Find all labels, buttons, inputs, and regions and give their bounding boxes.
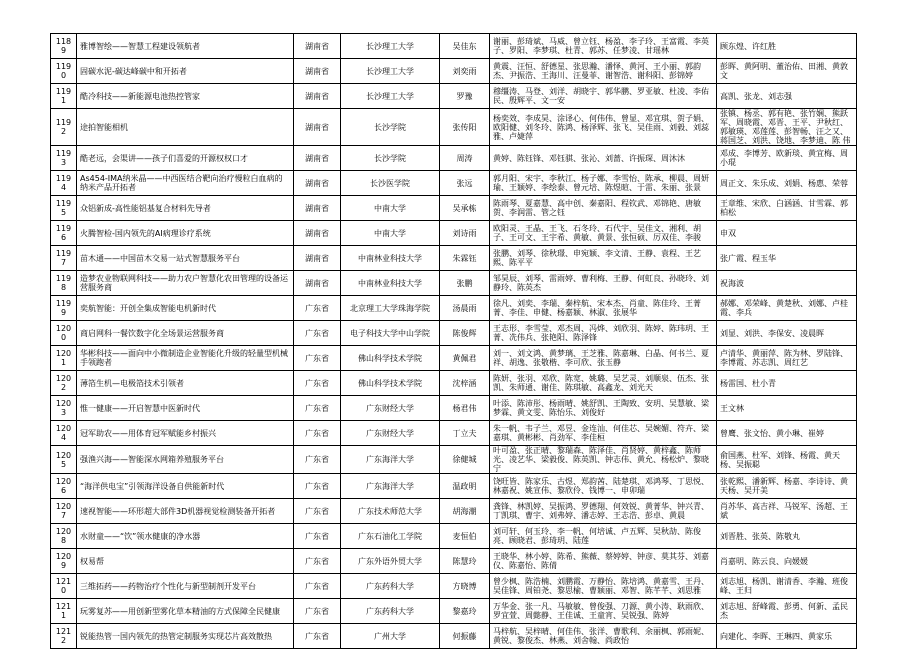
project-name-cell: 华彬科技——面向中小微制造企业智能化升级的轻量型机械手领跑者 bbox=[77, 346, 294, 371]
project-name-cell: As454-IMA纳米晶——中西医结合靶向治疗慢粒白血病的纳米产品开拓者 bbox=[77, 171, 294, 196]
teachers-cell: 刘晋胜、张英、陈敬丸 bbox=[717, 524, 857, 549]
row-number-cell: 1209 bbox=[51, 549, 77, 574]
province-cell: 湖南省 bbox=[294, 171, 341, 196]
members-cell: 穆缰涛、马登、刘洋、胡晓宇、郭华鹏、罗亚敏、杜凌、李佑民、殷辉平、文一安 bbox=[490, 84, 717, 109]
members-cell: 王志形、李雪莹、邓杰周、冯烨、刘欣羽、陈婷、陈玮玥、王菁、冼伟兵、张艳阳、陈泽锋 bbox=[490, 321, 717, 346]
row-number-cell: 1189 bbox=[51, 34, 77, 59]
members-cell: 万华金、张一凡、马敏敏、曾俊强、刀源、黄小涛、耿雨欣、罗宜萱、周懿静、王佳诚、王童宵、吴锐强、陈婷 bbox=[490, 599, 717, 624]
members-cell: 龚锋、林凯婷、吴振鸿、罗德翔、何效锐、黄菁华、钟兴青、丁凯琪、曹宇、刘弗婷、潘志婷、王志浩、彭卓、黄晨 bbox=[490, 499, 717, 524]
table-row bbox=[51, 396, 857, 421]
province-cell: 湖南省 bbox=[294, 271, 341, 296]
project-name-cell: “海洋供电宝”引领海洋设备自供能新时代 bbox=[77, 474, 294, 499]
province-cell: 广东省 bbox=[294, 396, 341, 421]
members-cell: 马梓航、吴梓晴、何佳伟、张洋、曹歌利、余丽枫、郭雨妮、黄锐、黎俊杰、林燕、刘舍翰、尚政怡 bbox=[490, 624, 717, 649]
table-row bbox=[51, 84, 857, 109]
project-name-cell: 造梦农业物联网科技——助力农户智慧化农田管理的设备运营服务商 bbox=[77, 271, 294, 296]
row-number-cell: 1208 bbox=[51, 524, 77, 549]
teachers-cell: 彭晖、黄阿明、董治佑、田湘、黄敦文 bbox=[717, 59, 857, 84]
school-cell: 长沙学院 bbox=[341, 146, 440, 171]
province-cell: 广东省 bbox=[294, 346, 341, 371]
school-cell: 佛山科学技术学院 bbox=[341, 346, 440, 371]
members-cell: 杨奕效、李成昊、涂译心、何伟伟、曾显、邓宜琪、贺子娟、欧阳健、刘冬玲、陈鸿、杨泽辉、张飞、吴佳雨、刘毅、刘蕊雅、卢婕萍 bbox=[490, 109, 717, 146]
members-cell: 黄婷、陈钰锋、邓钰骐、张沁、刘蔷、许振琛、周沐沐 bbox=[490, 146, 717, 171]
province-cell: 广东省 bbox=[294, 524, 341, 549]
project-name-cell: 权易帮 bbox=[77, 549, 294, 574]
row-number-cell: 1210 bbox=[51, 574, 77, 599]
leader-cell: 杨君伟 bbox=[440, 396, 490, 421]
members-cell: 郭月阳、宋宇、李秋江、杨子娜、李雪怡、陈承、柳晨、周妍瑜、王颖婷、李绘泰、曾元培、陈煜暄、于雷、朱丽、张景 bbox=[490, 171, 717, 196]
teachers-cell: 王章维、宋欣、白涵涵、甘雪霖、郭柏松 bbox=[717, 196, 857, 221]
teachers-cell: 刘志旭、杨凯、谢清香、李瀚、班俊峰、王归 bbox=[717, 574, 857, 599]
teachers-cell: 邓成、李博芳、欧新琰、黄宜梅、周小琨 bbox=[717, 146, 857, 171]
province-cell: 广东省 bbox=[294, 296, 341, 321]
row-number-cell: 1212 bbox=[51, 624, 77, 649]
province-cell: 湖南省 bbox=[294, 221, 341, 246]
row-number-cell: 1198 bbox=[51, 271, 77, 296]
leader-cell: 汤晨雨 bbox=[440, 296, 490, 321]
project-name-cell: 商启网科一餐饮数字化全场景运营服务商 bbox=[77, 321, 294, 346]
members-cell: 邹昊辰、刘琴、雷雨婷、曹利梅、王静、何虹良、孙晓玲、刘静玲、陈英杰 bbox=[490, 271, 717, 296]
teachers-cell: 向建化、李晖、王琳四、黄家乐 bbox=[717, 624, 857, 649]
award-list-table bbox=[50, 33, 857, 649]
project-name-cell: 薄箔生机—电极箔技术引领者 bbox=[77, 371, 294, 396]
school-cell: 中南大学 bbox=[341, 221, 440, 246]
school-cell: 长沙医学院 bbox=[341, 171, 440, 196]
teachers-cell: 刘志旭、舒峰霞、彭勇、何新、孟民杰 bbox=[717, 599, 857, 624]
project-name-cell: 固碳水泥-碳达峰碳中和开拓者 bbox=[77, 59, 294, 84]
province-cell: 广东省 bbox=[294, 321, 341, 346]
school-cell: 北京理工大学珠海学院 bbox=[341, 296, 440, 321]
row-number-cell: 1211 bbox=[51, 599, 77, 624]
project-name-cell: 速视智能——环形超大部件3D机器视觉检测装备开拓者 bbox=[77, 499, 294, 524]
members-cell: 叶可盈、张正晴、黎瑞森、陈泽佳、肖贤婷、黄梓鑫、陈师光、凌艺华、梁毅俊、陈英凯、钟志伟、黄允、杨松炉、黎晓宁 bbox=[490, 446, 717, 474]
school-cell: 长沙理工大学 bbox=[341, 84, 440, 109]
project-name-cell: 酷冷科技——新能源电池热控管家 bbox=[77, 84, 294, 109]
leader-cell: 刘诗雨 bbox=[440, 221, 490, 246]
members-cell: 刘一、刘文鸿、黄梦璃、王芝雅、陈嘉琳、白晶、何书兰、夏祥、胡逸、张敬楷、李可欣、张玉静 bbox=[490, 346, 717, 371]
members-cell: 王晓华、林小婷、陈希、熊薇、蔡婷婷、钟彦、莫其芬、刘嘉仪、陈嘉怡、陈倩 bbox=[490, 549, 717, 574]
table-row bbox=[51, 446, 857, 474]
project-name-cell: 火腾智检-国内领先的AI病理诊疗系统 bbox=[77, 221, 294, 246]
school-cell: 广东财经大学 bbox=[341, 421, 440, 446]
province-cell: 广东省 bbox=[294, 549, 341, 574]
table-row bbox=[51, 171, 857, 196]
table-row bbox=[51, 524, 857, 549]
row-number-cell: 1202 bbox=[51, 371, 77, 396]
row-number-cell: 1200 bbox=[51, 321, 77, 346]
leader-cell: 黎嘉玲 bbox=[440, 599, 490, 624]
teachers-cell: 张镇、杨丞、郭有艳、张竹娴、熊跃军、周晓霞、邓晋、王平、尹秋红、郭敏瑛、邓莲莲、彭智畅、汪之又、蒋国芝、刘洪、饶地、李梦迪、陈 伟 bbox=[717, 109, 857, 146]
school-cell: 广东海洋大学 bbox=[341, 474, 440, 499]
teachers-cell: 曾鹰、张文怡、黄小琳、崔婷 bbox=[717, 421, 857, 446]
table-row bbox=[51, 146, 857, 171]
teachers-cell: 张乾熙、潘新辉、杨嘉、李诗诗、黄天杨、吴开美 bbox=[717, 474, 857, 499]
leader-cell: 吴承栋 bbox=[440, 196, 490, 221]
school-cell: 佛山科学技术学院 bbox=[341, 371, 440, 396]
table-row bbox=[51, 549, 857, 574]
table-row bbox=[51, 624, 857, 649]
school-cell: 中南大学 bbox=[341, 196, 440, 221]
school-cell: 广东海洋大学 bbox=[341, 446, 440, 474]
school-cell: 广东外语外贸大学 bbox=[341, 549, 440, 574]
leader-cell: 丁立夫 bbox=[440, 421, 490, 446]
school-cell: 广东技术师范大学 bbox=[341, 499, 440, 524]
province-cell: 广东省 bbox=[294, 624, 341, 649]
members-cell: 饶旺皆、陈家乐、古煜、郑韵茜、陆楚琪、邓鸿琴、丁思悦、林嘉祝、姚宣伟、黎欣伶、钱博一、申卯瑞 bbox=[490, 474, 717, 499]
row-number-cell: 1197 bbox=[51, 246, 77, 271]
members-cell: 陈雨琴、夏嘉慧、高中创、秦嘉阳、程钦武、邓锦艳、唐敏贺、李润雷、管之钰 bbox=[490, 196, 717, 221]
project-name-cell: 锐能热管一国内领先的热管定制服务实现芯片高效散热 bbox=[77, 624, 294, 649]
leader-cell: 沈梓涵 bbox=[440, 371, 490, 396]
leader-cell: 何振藤 bbox=[440, 624, 490, 649]
school-cell: 长沙理工大学 bbox=[341, 34, 440, 59]
teachers-cell: 高凯、张龙、刘志强 bbox=[717, 84, 857, 109]
province-cell: 湖南省 bbox=[294, 59, 341, 84]
project-name-cell: 水财童——“饮”领水健康的净水器 bbox=[77, 524, 294, 549]
teachers-cell: 肖嘉明、陈云良、向媛媛 bbox=[717, 549, 857, 574]
table-row bbox=[51, 474, 857, 499]
leader-cell: 张鹏 bbox=[440, 271, 490, 296]
leader-cell: 朱霖钰 bbox=[440, 246, 490, 271]
members-cell: 谢丽、彭琦斌、马威、曾立钰、杨盈、李子玲、王富霞、李英子、罗阳、李梦琪、杜青、郭苏、任梦凌、甘瑶林 bbox=[490, 34, 717, 59]
table-row bbox=[51, 371, 857, 396]
teachers-cell: 郝娜、邓荣峰、黄楚秋、刘娜、卢桂霞、李兵 bbox=[717, 296, 857, 321]
province-cell: 广东省 bbox=[294, 474, 341, 499]
teachers-cell: 顾东煌、许红胜 bbox=[717, 34, 857, 59]
table-row bbox=[51, 221, 857, 246]
teachers-cell: 肖苏华、高吉祥、马锐军、汤超、王斌 bbox=[717, 499, 857, 524]
leader-cell: 罗豫 bbox=[440, 84, 490, 109]
leader-cell: 陈慧玲 bbox=[440, 549, 490, 574]
row-number-cell: 1190 bbox=[51, 59, 77, 84]
row-number-cell: 1199 bbox=[51, 296, 77, 321]
school-cell: 电子科技大学中山学院 bbox=[341, 321, 440, 346]
members-cell: 徐凡、刘奕、李瑞、秦梓航、宋本杰、肖童、陈佳玲、王菁菁、李佳、申健、杨嘉颖、林淑、张展华 bbox=[490, 296, 717, 321]
school-cell: 中南林业科技大学 bbox=[341, 246, 440, 271]
table-row bbox=[51, 499, 857, 524]
row-number-cell: 1201 bbox=[51, 346, 77, 371]
school-cell: 长沙学院 bbox=[341, 109, 440, 146]
province-cell: 湖南省 bbox=[294, 146, 341, 171]
row-number-cell: 1192 bbox=[51, 109, 77, 146]
row-number-cell: 1196 bbox=[51, 221, 77, 246]
table-row bbox=[51, 296, 857, 321]
members-cell: 叶添、陈沛彤、杨雨晴、姚舒凯、王陶致、安玥、吴慧敏、梁梦霖、黄文雯、陈怡乐、刘俊好 bbox=[490, 396, 717, 421]
project-name-cell: 奕航智能：开创全集成智能电机新时代 bbox=[77, 296, 294, 321]
row-number-cell: 1206 bbox=[51, 474, 77, 499]
province-cell: 湖南省 bbox=[294, 246, 341, 271]
row-number-cell: 1204 bbox=[51, 421, 77, 446]
table-row bbox=[51, 574, 857, 599]
leader-cell: 吴佳东 bbox=[440, 34, 490, 59]
row-number-cell: 1195 bbox=[51, 196, 77, 221]
members-cell: 刘可轩、何玉玲、李一帆、何培诚、卢五辉、吴秋劼、陈俊亮、顾晓君、彭琦玥、陆莲 bbox=[490, 524, 717, 549]
teachers-cell: 申双 bbox=[717, 221, 857, 246]
leader-cell: 陈俊辉 bbox=[440, 321, 490, 346]
table-row bbox=[51, 34, 857, 59]
teachers-cell: 刘显、刘洪、李保安、凌晨晖 bbox=[717, 321, 857, 346]
leader-cell: 方晓博 bbox=[440, 574, 490, 599]
row-number-cell: 1191 bbox=[51, 84, 77, 109]
project-name-cell: 强渔兴海——智能深水网箱养殖服务平台 bbox=[77, 446, 294, 474]
leader-cell: 徐健城 bbox=[440, 446, 490, 474]
province-cell: 湖南省 bbox=[294, 34, 341, 59]
row-number-cell: 1205 bbox=[51, 446, 77, 474]
row-number-cell: 1193 bbox=[51, 146, 77, 171]
table-row bbox=[51, 59, 857, 84]
province-cell: 广东省 bbox=[294, 371, 341, 396]
school-cell: 广州大学 bbox=[341, 624, 440, 649]
table-row bbox=[51, 599, 857, 624]
leader-cell: 黄佩君 bbox=[440, 346, 490, 371]
project-name-cell: 酷老远，会渠讲——孩子们喜爱的开源权权口才 bbox=[77, 146, 294, 171]
project-name-cell: 苗木通——中国苗木交易一站式智慧服务平台 bbox=[77, 246, 294, 271]
leader-cell: 胡海潮 bbox=[440, 499, 490, 524]
leader-cell: 张远 bbox=[440, 171, 490, 196]
table-row bbox=[51, 321, 857, 346]
teachers-cell: 俞国燕、杜军、刘锋、杨霞、黄天杨、吴振聪 bbox=[717, 446, 857, 474]
school-cell: 广东石油化工学院 bbox=[341, 524, 440, 549]
members-cell: 黄震、汪恒、舒德星、张思瀚、潘怿、黄河、王小丽、郭韵杰、尹振浩、王海川、汪曼菲、谢智浩、谢科阳、彭锦婷 bbox=[490, 59, 717, 84]
table-row bbox=[51, 196, 857, 221]
members-cell: 欧阳灵、王晶、王飞、石冬玲、石代宇、吴佳文、湘利、胡子、王可文、王宇希、黄敏、黄景、张恒硕、厉双佳、李骏 bbox=[490, 221, 717, 246]
leader-cell: 刘奕雨 bbox=[440, 59, 490, 84]
row-number-cell: 1207 bbox=[51, 499, 77, 524]
table-row bbox=[51, 246, 857, 271]
table-row bbox=[51, 271, 857, 296]
province-cell: 广东省 bbox=[294, 599, 341, 624]
row-number-cell: 1203 bbox=[51, 396, 77, 421]
province-cell: 广东省 bbox=[294, 446, 341, 474]
members-cell: 陈妍、张羽、邓欣、陈宽、姚璐、吴艺灵、刘顺泉、伍杰、张凯、朱师通、谢佳、陈琪敏、高鑫龙、刘光天 bbox=[490, 371, 717, 396]
project-name-cell: 雅博智绘——智慧工程建设领航者 bbox=[77, 34, 294, 59]
school-cell: 长沙理工大学 bbox=[341, 59, 440, 84]
teachers-cell: 周正文、朱乐成、刘娟、杨惠、荣蓉 bbox=[717, 171, 857, 196]
project-name-cell: 三维拓药——药物治疗个性化与新型制剂开发平台 bbox=[77, 574, 294, 599]
leader-cell: 张传阳 bbox=[440, 109, 490, 146]
table-row bbox=[51, 109, 857, 146]
school-cell: 广东药科大学 bbox=[341, 574, 440, 599]
leader-cell: 温政明 bbox=[440, 474, 490, 499]
province-cell: 湖南省 bbox=[294, 84, 341, 109]
teachers-cell: 张广霞、程玉华 bbox=[717, 246, 857, 271]
school-cell: 广东财经大学 bbox=[341, 396, 440, 421]
leader-cell: 麦恒伯 bbox=[440, 524, 490, 549]
table-row bbox=[51, 421, 857, 446]
members-cell: 张鹏、刘琴、徐秋璟、申宛颖、李文清、王静、袁程、王艺熙、陈平平 bbox=[490, 246, 717, 271]
project-name-cell: 玩雾复苏——用创新型雾化草本精油的方式保障全民健康 bbox=[77, 599, 294, 624]
province-cell: 湖南省 bbox=[294, 196, 341, 221]
province-cell: 湖南省 bbox=[294, 109, 341, 146]
project-name-cell: 途拍智能相机 bbox=[77, 109, 294, 146]
teachers-cell: 卢清华、黄丽萍、陈为林、罗陆锋、李博霞、苏志凯、周红艺 bbox=[717, 346, 857, 371]
project-name-cell: 惟一健康——开启智慧中医新时代 bbox=[77, 396, 294, 421]
province-cell: 广东省 bbox=[294, 499, 341, 524]
row-number-cell: 1194 bbox=[51, 171, 77, 196]
table-body bbox=[51, 34, 857, 649]
teachers-cell: 王文林 bbox=[717, 396, 857, 421]
teachers-cell: 祝海波 bbox=[717, 271, 857, 296]
school-cell: 中南林业科技大学 bbox=[341, 271, 440, 296]
teachers-cell: 杨雷国、杜小青 bbox=[717, 371, 857, 396]
province-cell: 广东省 bbox=[294, 421, 341, 446]
members-cell: 曾少枫、陈浩楠、刘鹏霞、万静怡、陈培鸿、黄嘉雪、王丹、吴佳锋、周铂尧、黎思榆、曹颖丽、邓智、陈芊芊、刘思雅 bbox=[490, 574, 717, 599]
table-row bbox=[51, 346, 857, 371]
leader-cell: 周涛 bbox=[440, 146, 490, 171]
members-cell: 朱一帆、韦子兰、邓昱、金连汕、何佳芯、吴婉媚、符卉、梁嘉琪、黄彬彬、肖劲军、李佳桓 bbox=[490, 421, 717, 446]
project-name-cell: 冠军助农——用体育冠军赋能乡村振兴 bbox=[77, 421, 294, 446]
province-cell: 广东省 bbox=[294, 574, 341, 599]
project-name-cell: 众铝新成-高性能铝基复合材料先导者 bbox=[77, 196, 294, 221]
school-cell: 广东药科大学 bbox=[341, 599, 440, 624]
